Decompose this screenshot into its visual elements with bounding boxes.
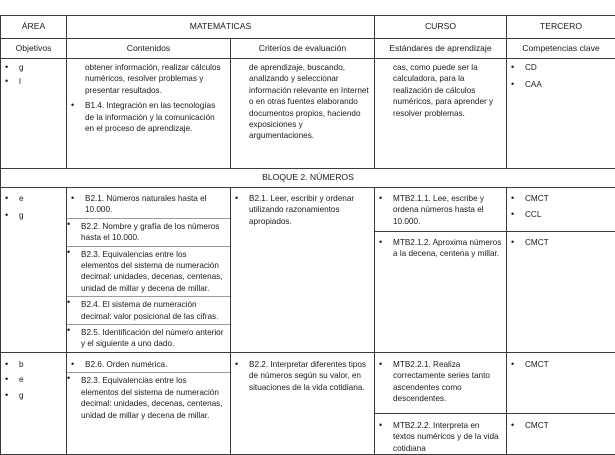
course-header: CURSO: [375, 16, 507, 39]
contenido-item: • B2.3. Equivalencias entre los elementos del sistema de numeración decimal: unidades, decenas, centenas, unidad de millar y decena de millar.: [67, 246, 230, 295]
estandares-cell: [375, 353, 507, 414]
contenido-text: obtener información, realizar cálculos numéricos, resolver problemas y presentar resultados.: [71, 62, 226, 96]
table-row: [1, 188, 615, 232]
competencias-cell: [507, 353, 615, 414]
objetivos-cell: [1, 188, 67, 353]
area-header: ÁREA: [1, 16, 67, 39]
objetivos-cell: [1, 353, 67, 455]
competencia-item: • CAA: [511, 79, 611, 90]
estandar-item: • MTB2.1.2. Aproxima números a la decena, centena y millar.: [379, 237, 502, 260]
contenidos-cell: [67, 188, 231, 353]
objetivo-item: • b: [5, 359, 62, 370]
competencia-item: • CMCT: [511, 193, 611, 204]
criterios-header: Criterios de evaluación: [231, 39, 375, 59]
criterio-item: • B2.1. Leer, escribir y ordenar utilizando razonamientos apropiados.: [235, 193, 370, 227]
level-header: TERCERO: [507, 16, 615, 39]
objetivo-item: • l: [5, 76, 62, 87]
objetivos-cell: [1, 59, 67, 169]
estandar-item: • MTB2.1.1. Lee, escribe y ordena números hasta el 10.000.: [379, 193, 502, 227]
column-header-row: [1, 39, 615, 59]
objetivo-item: • g: [5, 390, 62, 401]
block-title-row: [1, 169, 615, 188]
competencia-item: • CCL: [511, 209, 611, 220]
criterios-cell: [231, 59, 375, 169]
estandar-item: • MTB2.2.2. Interpreta en textos numéricos y de la vida cotidiana: [379, 420, 502, 454]
competencias-cell: [507, 232, 615, 353]
criterio-text: de aprendizaje, buscando, analizando y seleccionar información relevante en Internet o en otras fuentes elaborando documentos propios, haciendo exposiciones y argumentaciones.: [235, 62, 370, 142]
contenidos-cell: [67, 59, 231, 169]
estandares-cell: [375, 232, 507, 353]
criterios-cell: [231, 188, 375, 353]
contenido-item: • B2.6. Orden numérica.: [71, 359, 226, 370]
estandar-item: • MTB2.2.1. Realiza correctamente series tanto ascendentes como descendentes.: [379, 359, 502, 405]
objetivos-header: Objetivos: [1, 39, 67, 59]
header-row: [1, 16, 615, 39]
competencias-cell: [507, 188, 615, 232]
curriculum-table: [0, 15, 615, 455]
contenido-item: • B2.1. Números naturales hasta el 10.000.: [71, 193, 226, 216]
estandares-cell: [375, 414, 507, 455]
competencia-item: • CMCT: [511, 359, 611, 370]
contenidos-cell: [67, 353, 231, 455]
contenido-item: • B2.4. El sistema de numeración decimal: valor posicional de las cifras.: [67, 296, 230, 322]
competencia-item: • CMCT: [511, 420, 611, 431]
competencias-cell: [507, 414, 615, 455]
estandares-header: Estándares de aprendizaje: [375, 39, 507, 59]
objetivo-item: • g: [5, 210, 62, 221]
criterio-item: • B2.2. Interpretar diferentes tipos de números según su valor, en situaciones de la vida cotidiana.: [235, 359, 370, 393]
subject-header: MATEMÁTICAS: [67, 16, 375, 39]
estandar-text: cas, como puede ser la calculadora, para la realización de cálculos numéricos, para aprender y resolver problemas.: [379, 62, 502, 119]
contenido-item: • B1.4. Integración en las tecnologías de la información y la comunicación en el proceso de aprendizaje.: [71, 100, 226, 134]
contenidos-header: Contenidos: [67, 39, 231, 59]
block-title: BLOQUE 2. NÚMEROS: [1, 169, 615, 188]
contenido-item: • B2.5. Identificación del número anterior y el siguiente a uno dado.: [67, 324, 230, 350]
objetivo-item: • e: [5, 193, 62, 204]
table-row: [1, 353, 615, 414]
table-row: [1, 59, 615, 169]
estandares-cell: [375, 59, 507, 169]
estandares-cell: [375, 188, 507, 232]
competencias-cell: [507, 59, 615, 169]
competencia-item: • CD: [511, 62, 611, 73]
objetivo-item: • g: [5, 62, 62, 73]
competencias-header: Competencias clave: [507, 39, 615, 59]
criterios-cell: [231, 353, 375, 455]
contenido-item: • B2.3. Equivalencias entre los elementos del sistema de numeración decimal: unidades, decenas, centenas, unidad de millar y decena de millar.: [67, 372, 230, 421]
objetivo-item: • e: [5, 374, 62, 385]
competencia-item: • CMCT: [511, 237, 611, 248]
contenido-item: • B2.2. Nombre y grafía de los números hasta el 10.000.: [67, 218, 230, 244]
